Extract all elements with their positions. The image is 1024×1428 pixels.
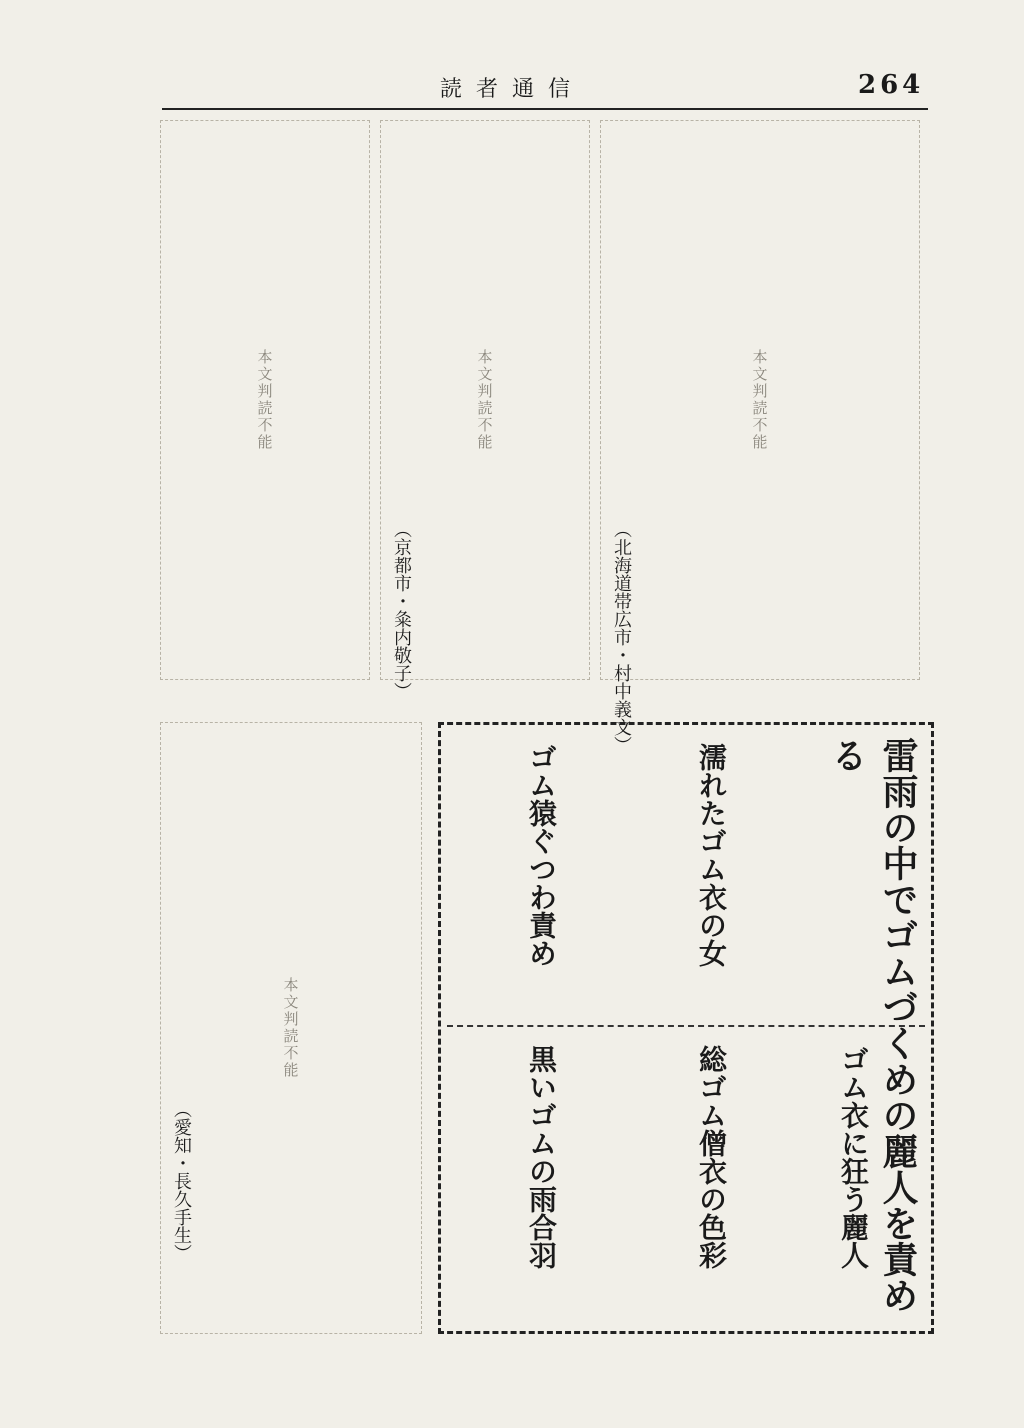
letter-body-1: 本文判読不能 [600,120,920,680]
page-number: 264 [858,70,925,100]
ad-divider [447,1025,925,1027]
ad-item-heading-3: ゴム猿ぐつわ責め [525,743,558,967]
ad-item-heading-2: 濡れたゴム衣の女 [695,743,728,967]
letter-body-4: 本文判読不能 [160,722,422,1334]
letter-body-2: 本文判読不能 [380,120,590,680]
letter-byline-2: （京都市・粂内敬子） [391,520,412,700]
ad-main-heading: 雷雨の中でゴムづくめの麗人を責める [826,737,918,1313]
letter-byline-1: （北海道帯広市・村中義文） [611,520,632,754]
ad-item-heading-5: 黒いゴムの雨合羽 [525,1045,558,1269]
ad-item-heading-1: ゴム衣に狂う麗人 [837,1045,870,1269]
ad-item-heading-4: 総ゴム僧衣の色彩 [695,1045,728,1269]
letter-body-3: 本文判読不能 [160,120,370,680]
advertisement-box [438,722,934,1334]
section-title: 読者通信 [440,77,585,102]
header-rule [162,108,928,110]
letter-byline-3: （愛知・長久手生） [171,1100,192,1262]
